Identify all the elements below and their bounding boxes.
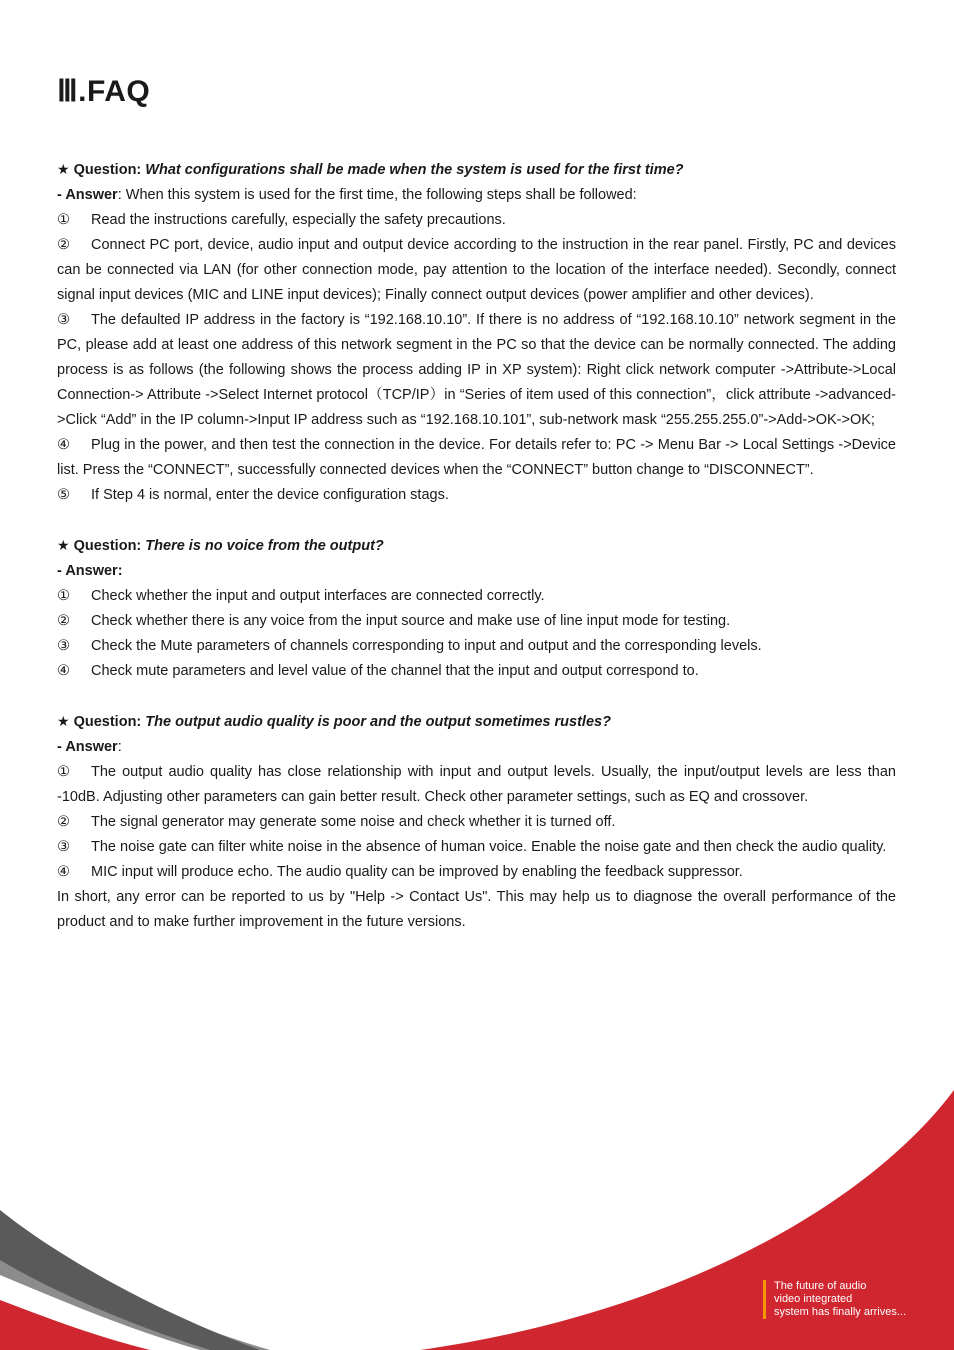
question-text: The output audio quality is poor and the output sometimes rustles? [145, 714, 611, 730]
step-text: Plug in the power, and then test the connection in the device. For details refer to: PC -> Menu Bar -> Local Settings ->Device list. Press the “CONNECT”, successfully connected devices when the “CONNECT” button change to “DISCONNECT”. [57, 437, 896, 478]
step-text: Check the Mute parameters of channels corresponding to input and output and the corresponding levels. [91, 638, 762, 654]
step-text: Check whether there is any voice from the input source and make use of line input mode for testing. [91, 613, 731, 629]
answer-step [57, 433, 896, 483]
answer-line [57, 183, 896, 208]
question-text: There is no voice from the output? [145, 538, 384, 554]
question-text: What configurations shall be made when the system is used for the first time? [145, 162, 684, 178]
answer-step [57, 308, 896, 433]
faq-content [57, 157, 896, 960]
step-number: ③ [57, 312, 70, 328]
step-number: ④ [57, 663, 70, 679]
question-label: Question: [73, 538, 142, 554]
answer-line [57, 735, 896, 760]
step-text: The noise gate can filter white noise in the absence of human voice. Enable the noise gate and then check the audio quality. [91, 839, 887, 855]
page-title: Ⅲ.FAQ [57, 75, 151, 108]
step-text: Connect PC port, device, audio input and output device according to the instruction in the rear panel. Firstly, PC and devices can be connected via LAN (for other connection mode, pay attention to the location of the interface needed). Secondly, connect signal input devices (MIC and LINE input devices); Finally connect output devices (power amplifier and other devices). [57, 237, 896, 303]
step-number: ④ [57, 864, 70, 880]
step-number: ④ [57, 437, 70, 453]
faq-item [57, 157, 896, 508]
step-number: ② [57, 814, 70, 830]
answer-step [57, 483, 896, 508]
step-text: The output audio quality has close relationship with input and output levels. Usually, the input/output levels are less than -10dB. Adjusting other parameters can gain better result. Check other parameter settings, such as EQ and crossover. [57, 764, 896, 805]
answer-step [57, 584, 896, 609]
step-text: The defaulted IP address in the factory is “192.168.10.10”. If there is no address of “192.168.10.10” network segment in the PC, please add at least one address of this network segment in the PC so that the device can be normally connected. The adding process is as follows (the following shows the process adding IP in XP system): Right click network computer ->Attribute->Local Connection-> Attribute ->Select Internet protocol（TCP/IP）in “Series of item used of this connection”，click attribute ->advanced->Click “Add” in the IP column->Input IP address such as “192.168.10.101”, sub-network mask “255.255.255.0”->Add->OK->OK; [57, 312, 896, 428]
question-label: Question: [73, 162, 142, 178]
question-line [57, 533, 896, 559]
step-text: Check whether the input and output interfaces are connected correctly. [91, 588, 545, 604]
answer-label: - Answer: [57, 563, 123, 579]
answer-step [57, 659, 896, 684]
step-number: ① [57, 764, 70, 780]
step-number: ① [57, 212, 70, 228]
footer-tagline [763, 1280, 944, 1319]
step-number: ⑤ [57, 487, 70, 503]
question-line [57, 709, 896, 735]
tagline-line: The future of audio [774, 1280, 867, 1292]
answer-line [57, 559, 896, 584]
answer-step [57, 609, 896, 634]
question-label: Question: [73, 714, 142, 730]
answer-label: - Answer [57, 187, 118, 203]
step-number: ② [57, 613, 70, 629]
closing-note: In short, any error can be reported to us by "Help -> Contact Us". This may help us to diagnose the overall performance of the product and to make further improvement in the future versions. [57, 889, 896, 930]
answer-step [57, 860, 896, 885]
answer-step [57, 634, 896, 659]
answer-step [57, 233, 896, 308]
step-number: ① [57, 588, 70, 604]
step-number: ③ [57, 638, 70, 654]
step-number: ③ [57, 839, 70, 855]
step-text: Read the instructions carefully, especially the safety precautions. [91, 212, 506, 228]
answer-intro: : [117, 739, 122, 755]
question-line [57, 157, 896, 183]
answer-step [57, 810, 896, 835]
step-number: ② [57, 237, 70, 253]
answer-step [57, 208, 896, 233]
faq-item [57, 533, 896, 684]
answer-step [57, 760, 896, 810]
step-text: If Step 4 is normal, enter the device configuration stags. [91, 487, 449, 503]
step-text: The signal generator may generate some noise and check whether it is turned off. [91, 814, 616, 830]
star-icon: ★ [57, 713, 70, 729]
step-text: MIC input will produce echo. The audio quality can be improved by enabling the feedback suppressor. [91, 864, 743, 880]
star-icon: ★ [57, 161, 70, 177]
tagline-line: video integrated [774, 1293, 853, 1305]
step-text: Check mute parameters and level value of the channel that the input and output correspond to. [91, 663, 699, 679]
faq-item [57, 709, 896, 935]
tagline-line: system has finally arrives... [774, 1306, 907, 1318]
answer-label: - Answer [57, 739, 118, 755]
answer-step [57, 835, 896, 860]
answer-intro: : When this system is used for the first time, the following steps shall be followed: [117, 187, 637, 203]
star-icon: ★ [57, 537, 70, 553]
